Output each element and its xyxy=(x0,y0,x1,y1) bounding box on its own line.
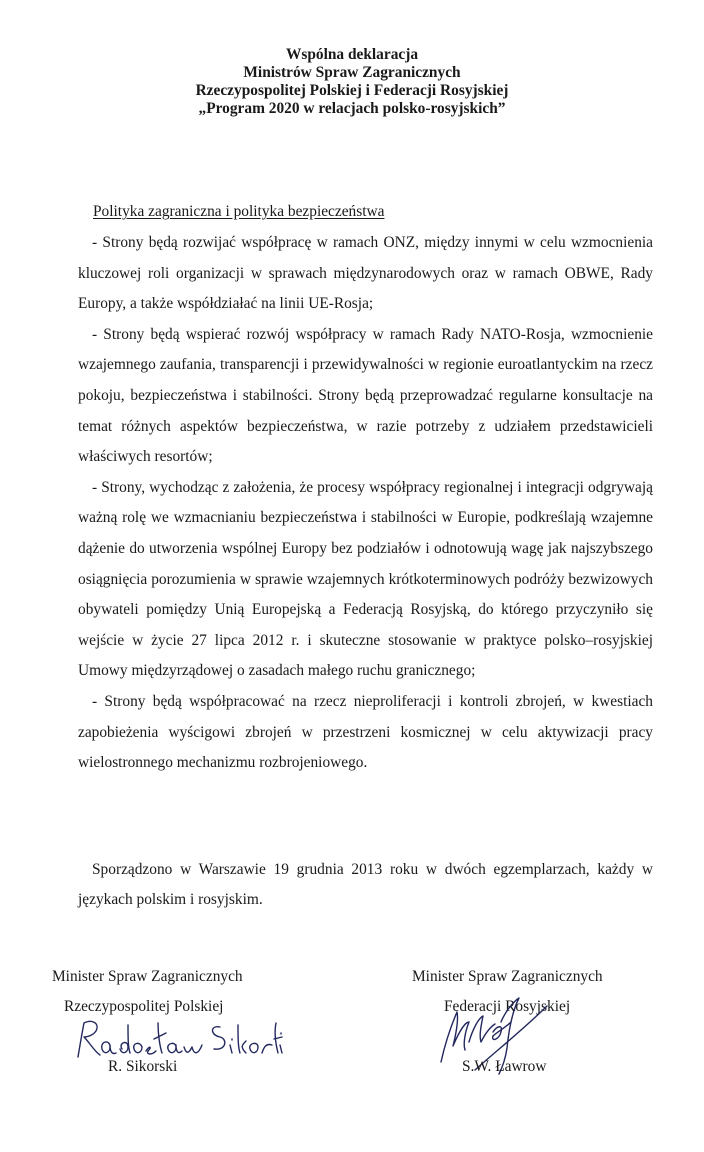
signatory-left-name: R. Sikorski xyxy=(108,1058,178,1075)
closing-statement: Sporządzono w Warszawie 19 grudnia 2013 roku w dwóch egzemplarzach, każdy w językach polskim i rosyjskim. xyxy=(78,861,653,908)
signatory-left-title-line1: Minister Spraw Zagranicznych xyxy=(52,968,243,985)
paragraph-2: - Strony będą wspierać rozwój współpracy w ramach Rady NATO-Rosja, wzmocnienie wzajemnego zaufania, transparencji i przewidywalności w regionie euroatlantyckim na rzecz pokoju, bezpieczeństwa i stabilności. Strony będą przeprowadzać regularne konsultacje na temat różnych aspektów bezpieczeństwa, w razie potrzeby z udziałem przedstawicieli właściwych resortów; xyxy=(78,325,653,466)
section-heading: Polityka zagraniczna i polityka bezpieczeństwa xyxy=(93,203,385,220)
signatory-right-title-line2: Federacji Rosyjskiej xyxy=(444,998,571,1015)
paragraph-4: - Strony będą współpracować na rzecz nieproliferacji i kontroli zbrojeń, w kwestiach zapobieżenia wyścigowi zbrojeń w przestrzeni kosmicznej w celu aktywizacji pracy wielostronnego mechanizmu rozbrojeniowego. xyxy=(78,692,653,772)
paragraph-1: - Strony będą rozwijać współpracę w ramach ONZ, między innymi w celu wzmocnienia kluczowej roli organizacji w sprawach międzynarodowych oraz w ramach OBWE, Rady Europy, a także współdziałać na linii UE-Rosja; xyxy=(78,234,653,313)
title-line-3: Rzeczypospolitej Polskiej i Federacji Rosyjskiej xyxy=(195,82,509,99)
title-line-1: Wspólna deklaracja xyxy=(285,46,419,63)
title-line-2: Ministrów Spraw Zagranicznych xyxy=(243,64,461,81)
title-line-4: „Program 2020 w relacjach polsko-rosyjskich” xyxy=(198,100,506,117)
paragraph-3: - Strony, wychodząc z założenia, że procesy współpracy regionalnej i integracji odgrywają ważną rolę we wzmacnianiu bezpieczeństwa i stabilności w Europie, podkreślają wzajemne dążenie do utworzenia wspólnej Europy bez podziałów i odnotowują wagę jak najszybszego osiągnięcia porozumienia w sprawie wzajemnych krótkoterminowych podróży bezwizowych obywateli pomiędzy Unią Europejską a Federacją Rosyjską, do którego przyczyniło się wejście w życie 27 lipca 2012 r. i skuteczne stosowanie w praktyce polsko–rosyjskiej Umowy międzyrządowej o zasadach małego ruchu granicznego; xyxy=(78,478,653,680)
signatory-right-title-line1: Minister Spraw Zagranicznych xyxy=(412,968,603,985)
signatory-right-name: S.W. Ławrow xyxy=(462,1058,547,1075)
signatory-left-title-line2: Rzeczypospolitej Polskiej xyxy=(64,998,224,1015)
